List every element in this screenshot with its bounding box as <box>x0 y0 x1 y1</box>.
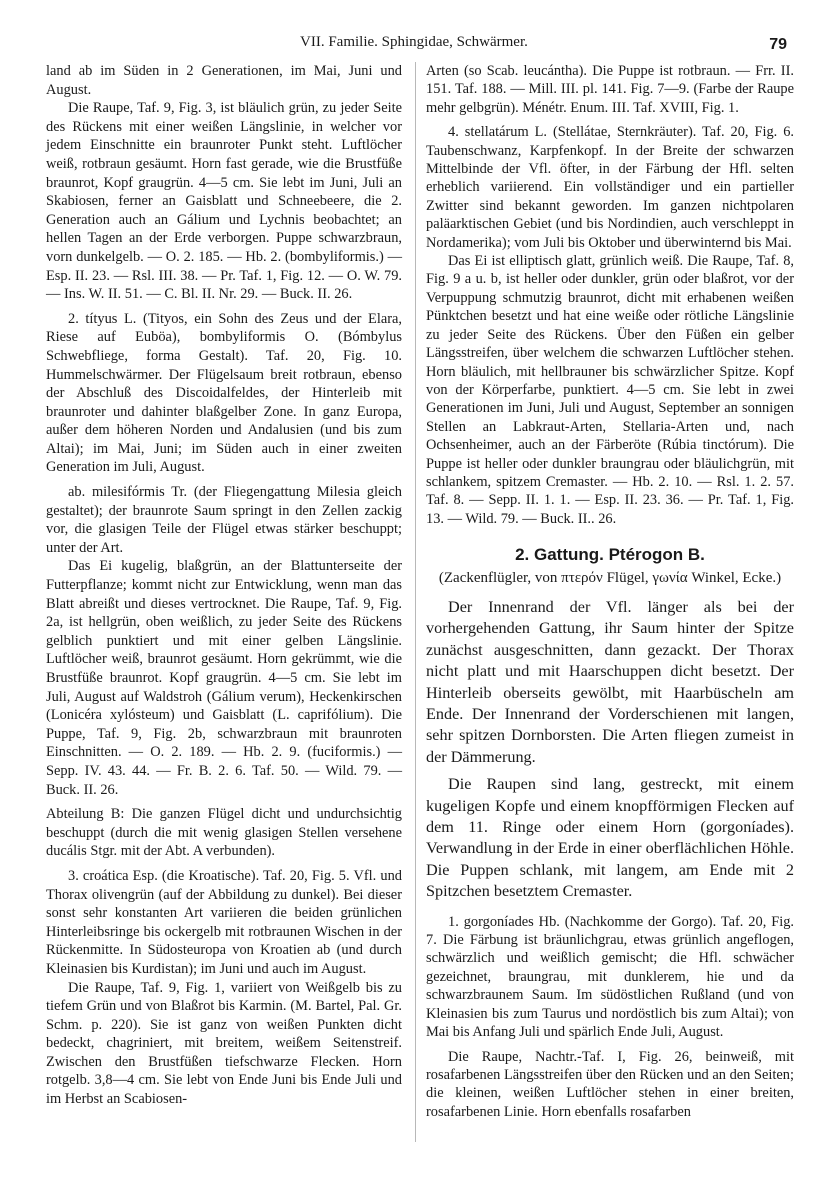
right-column <box>426 62 794 1121</box>
paragraph: Arten (so Scab. leucántha). Die Puppe ist rotbraun. — Frr. II. 151. Taf. 188. — Mill. III. pl. 141. Fig. 7—9. (Farbe der Raupe mehr gelbgrün). Ménétr. Enum. III. Taf. XVIII, Fig. 1. <box>426 63 794 116</box>
species-entry-stellatarum: 4. stellatárum L. (Stellátae, Sternkräuter). Taf. 20, Fig. 6. Taubenschwanz, Karpfenkopf. In der Breite der schwarzen Mittelbinde der Vfl. öfter, in der Färbung der Hfl. selten erheblich variierend. Ein vollständiger und ein partieller Zwitter sind bekannt geworden. Im ganzen nichtpolaren paläarktischen Gebiet (und bis Nordindien, auch verschleppt in Nordamerika); vom Juli bis Oktober und überwinternd bis Mai. <box>426 124 794 251</box>
running-title: VII. Familie. Sphingidae, Schwärmer. <box>300 34 528 50</box>
paragraph: Das Ei kugelig, blaßgrün, an der Blattunterseite der Futterpflanze; kommt nicht zur Entwicklung, wenn man das Blatt abreißt und dieses vertrocknet. Die Raupe, Taf. 9, Fig. 2a, ist hellgrün, oben weißlich, zu jeder Seite des Rückens gelblich punktiert und mit einer gelben Längslinie. Luftlöcher weiß, braunrot gesäumt. Horn gekrümmt, wie die Brustfüße braunrot. Kopf graugrün. 4—5 cm. Sie lebt im Juli, August auf Waldstroh (Gálium verum), Heckenkirschen (Lonicéra xylósteum) und Gaisblatt (L. caprifólium). Die Puppe, Taf. 9, Fig. 2b, schwarzbraun mit braunroten Einschnitten. — O. 2. 189. — Hb. 2. 9. (fuciformis.) — Sepp. IV. 43. 44. — Fr. B. 2. 6. Taf. 50. — Wild. 79. — Buck. II. 26. <box>46 558 402 798</box>
aberration-entry-milesiformis: ab. milesifórmis Tr. (der Fliegengattung Milesia gleich gestaltet); der braunrote Saum springt in den Zellen zackig vor, die glasigen Teile der Flügel etwas stärker beschuppt; unter der Art. <box>46 484 402 556</box>
paragraph: Die Raupe, Nachtr.-Taf. I, Fig. 26, beinweiß, mit rosafarbenen Längsstreifen über den Rücken und an den Seiten; die kleinen, weißen Luftlöcher stehen in einer breiten, rosafarbenen Linie. Horn ebenfalls rosafarben <box>426 1048 794 1120</box>
genus-subheading: (Zackenflügler, von πτερόν Flügel, γωνία Winkel, Ecke.) <box>438 569 782 586</box>
genus-heading: 2. Gattung. Ptérogon B. <box>515 545 705 565</box>
paragraph: Der Innenrand der Vfl. länger als bei der vorhergehenden Gattung, ihr Saum hinter der Spitze zunächst ausgeschnitten, dann gezackt. Der Thorax nicht platt und mit Haarschuppen dicht besetzt. Der Hinterleib oberseits gewölbt, mit Haarbüscheln am Ende. Der Innenrand der Vorderschienen mit langen, sehr spitzen Dornborsten. Die Arten fliegen zumeist in der Dämmerung. <box>426 597 794 766</box>
section-abteilung-b: Abteilung B: Die ganzen Flügel dicht und undurchsichtig beschuppt (durch die mit wenig glasigen Stellen versehene ducális Stgr. mit der Abt. A verbunden). <box>46 806 402 860</box>
paragraph: land ab im Süden in 2 Generationen, im Mai, Juni und August. <box>46 63 402 98</box>
left-column <box>46 62 402 1109</box>
paragraph: Die Raupe, Taf. 9, Fig. 3, ist bläulich grün, zu jeder Seite des Rückens mit einer weißen Längslinie, in welcher vor jedem Einschnitte ein braunroter Punkt steht. Luftlöcher weiß, rotbraun gesäumt. Horn fast gerade, wie die Brustfüße braunrot, Kopf graugrün. 4—5 cm. Sie lebt im Juni, Juli an Skabiosen, ferner an Gaisblatt und Schneebeere, die 2. Generation auch an Gálium und Lychnis beobachtet; an hellen Tagen an der Erde verborgen. Puppe schwarzbraun, vorn dunkelgelb. — O. 2. 185. — Hb. 2. (bombyliformis.) — Esp. II. 23. — Rsl. III. 38. — Pr. Taf. 1, Fig. 12. — O. W. 79. — Ins. W. II. 51. — C. Bl. II. Nr. 29. — Buck. II. 26. <box>46 100 402 303</box>
column-divider <box>415 62 416 1142</box>
species-entry-gorgoniades: 1. gorgoníades Hb. (Nachkomme der Gorgo). Taf. 20, Fig. 7. Die Färbung ist bräunlichgrau, etwas grünlich angeflogen, schwärzlich und weißlich gemischt; die Hfl. schwächer gezeichnet, braungrau, mit dunklerem, hie und da schwarzbraunem Saum. Im südöstlichen Rußland (und von Kleinasien bis zum Taurus und nordöstlich bis zum Altai); von Mai bis Anfang Juli und spärlich Ende Juli, August. <box>426 913 794 1041</box>
species-entry-croatica: 3. croática Esp. (die Kroatische). Taf. 20, Fig. 5. Vfl. und Thorax olivengrün (auf der Abbildung zu dunkel). Bei dieser sonst sehr konstanten Art variieren die beiden grünlichen Hinterleibsringe bis ockergelb mit rotbraunen Wischen in der Rückenmitte. In Südosteuropa von Kroatien ab (und durch Kleinasien bis Kurdistan); im Juni und auch im August. <box>46 867 402 977</box>
page-number: 79 <box>769 36 787 53</box>
paragraph: Die Raupe, Taf. 9, Fig. 1, variiert von Weißgelb bis zu tiefem Grün und von Blaßrot bis Karmin. (M. Bartel, Pal. Gr. Schm. p. 220). Sie ist ganz von weißen Punkten dicht bedeckt, chagriniert, mit breitem, weißem Seitenstreif. Zwischen den Brustfüßen tiefschwarze Flecken. Horn rotgelb. 3,8—4 cm. Sie lebt von Ende Juni bis Ende Juli und im Herbst an Scabiosen- <box>46 979 402 1108</box>
page-header <box>0 34 821 56</box>
paragraph: Die Raupen sind lang, gestreckt, mit einem kugeligen Kopfe und einem knopfförmigen Flecken auf dem 11. Ringe oder einem Horn (gorgoníades). Verwandlung in der Erde in einer oberflächlichen Höhle. Die Puppen schlank, mit langem, am Ende mit 2 Spitzchen besetztem Cremaster. <box>426 775 794 901</box>
species-entry-tityus: 2. títyus L. (Tityos, ein Sohn des Zeus und der Elara, Riese auf Euböa), bombyliformis O. (Bómbylus Schwebfliege, forma Gestalt). Taf. 20, Fig. 10. Hummelschwärmer. Der Flügelsaum breit rotbraun, ebenso der Abschluß des Discoidalfeldes, der Hinterleib mit braunroter und dahinter blaßgelber Zone. In ganz Europa, außer dem höheren Norden und Andalusien (und bis zum Altai); im Mai, Juni; im Süden auch in einer zweiten Generation im Juli, August. <box>46 310 402 476</box>
paragraph: Das Ei ist elliptisch glatt, grünlich weiß. Die Raupe, Taf. 8, Fig. 9 a u. b, ist heller oder dunkler, grün oder blaßrot, vor der Verpuppung schmutzig braunrot, dicht mit erhabenen weißen Pünktchen besetzt und hat eine weiße oder rötliche Längslinie zu jeder Seite des Rückens. Über den Füßen ein gelber Längsstreifen, über welchem die schwarzen Luftlöcher stehen. Horn bläulich, mit hellbrauner bis schwärzlicher Spitze. Kopf von der Körperfarbe, punktiert. 4—5 cm. Sie lebt in zwei Generationen im Juni, Juli und August, September an sonnigen Stellen an Labkraut-Arten, Stellaria-Arten und, nach Ochsenheimer, auch an der Färberöte (Rúbia tinctórum). Die Puppe ist heller oder dunkler braungrau oder bläulichgrün, mit schlankem, spitzem Cremaster. — Hb. 2. 10. — Rsl. 1. 2. 57. Taf. 8. — Sepp. II. 1. 1. — Esp. II. 23. 36. — Pr. Taf. 1, Fig. 13. — Wild. 79. — Buck. II.. 26. <box>426 253 794 527</box>
